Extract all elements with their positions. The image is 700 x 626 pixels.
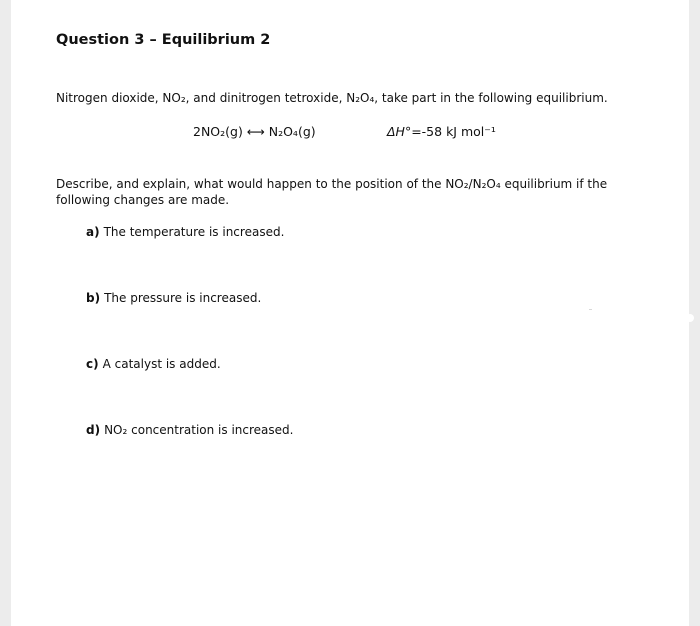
describe-instruction: Describe, and explain, what would happen to the position of the NO₂/N₂O₄ equilibrium if the following changes are made.	[56, 177, 608, 207]
part-label: c)	[86, 357, 99, 371]
equilibrium-arrow-icon: ⟷	[246, 124, 265, 139]
part-a	[86, 225, 284, 239]
part-text: A catalyst is added.	[102, 357, 221, 371]
part-d	[86, 423, 293, 437]
enthalpy-value: =-58 kJ mol⁻¹	[411, 124, 496, 139]
part-b	[86, 291, 261, 305]
part-label: d)	[86, 423, 101, 437]
part-label: b)	[86, 291, 101, 305]
equation-product: N₂O₄(g)	[268, 124, 316, 139]
equilibrium-equation	[193, 124, 316, 139]
intro-text: Nitrogen dioxide, NO₂, and dinitrogen tetroxide, N₂O₄, take part in the following equilibrium.	[56, 91, 608, 105]
edge-highlight	[686, 314, 694, 322]
equation-reactant: 2NO₂(g)	[193, 124, 243, 139]
part-c	[86, 357, 221, 371]
part-label: a)	[86, 225, 100, 239]
enthalpy-change	[387, 124, 496, 139]
document-page	[11, 0, 689, 626]
part-text: NO₂ concentration is increased.	[104, 423, 294, 437]
part-text: The temperature is increased.	[103, 225, 285, 239]
stray-mark	[589, 309, 592, 310]
enthalpy-symbol: ΔH°	[387, 124, 412, 139]
question-title: Question 3 – Equilibrium 2	[56, 32, 271, 48]
part-text: The pressure is increased.	[104, 291, 262, 305]
